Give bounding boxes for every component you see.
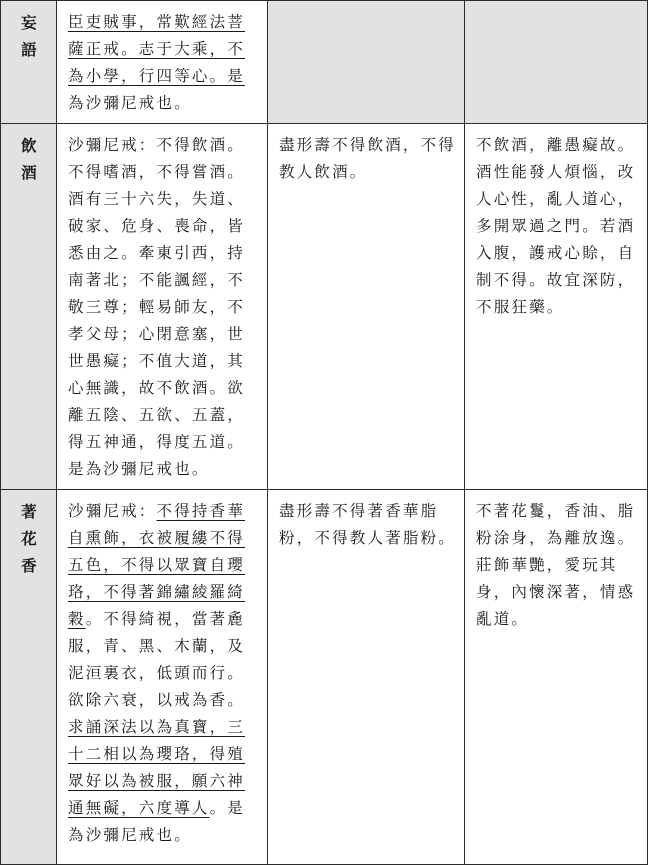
vow-cell xyxy=(268,1,465,124)
precept-text-cell xyxy=(57,124,268,490)
text-segment: 為沙彌尼戒也。 xyxy=(68,94,192,112)
heading-char: 香 xyxy=(21,556,39,575)
heading-char: 著 xyxy=(21,502,39,521)
heading-char: 花 xyxy=(21,529,39,548)
precept-text-cell xyxy=(57,490,268,865)
explanation-cell xyxy=(465,1,648,124)
heading-char: 語 xyxy=(21,40,39,59)
text-segment: 沙彌尼戒： xyxy=(68,502,157,520)
vow-cell: 盡形壽不得著香華脂粉，不得教人著脂粉。 xyxy=(268,490,465,865)
vow-cell: 盡形壽不得飲酒，不得教人飲酒。 xyxy=(268,124,465,490)
underlined-text-segment: 求誦深法以為真寶，三十二相以為瓔珞，得殖眾好以為被服，願六神通無礙，六度導人 xyxy=(68,718,246,817)
table-row xyxy=(1,124,648,490)
precepts-table-body xyxy=(1,1,648,865)
heading-char: 飲 xyxy=(21,136,39,155)
text-segment: 沙彌尼戒：不得飲酒。不得嗜酒，不得嘗酒。酒有三十六失，失道、破家、危身、喪命，皆悉由之。牽東引西，持南著北；不能諷經，不敬三尊；輕易師友，不孝父母；心閉意塞，世世愚癡；不值大道，其心無識，故不飲酒。欲離五陰、五欲、五蓋，得五神通，得度五道。是為沙彌尼戒也。 xyxy=(68,136,246,478)
table-row xyxy=(1,490,648,865)
text-segment: 。是為沙彌尼戒也。 xyxy=(68,799,246,844)
row-heading xyxy=(1,1,57,124)
heading-char: 酒 xyxy=(21,163,39,182)
underlined-text-segment: 不得持香華自熏飾，衣被履縷不得五色，不得以眾寶自瓔珞，不得著錦繡綾羅綺穀 xyxy=(68,502,246,628)
heading-char: 妄 xyxy=(21,13,39,32)
underlined-text-segment: 臣吏賊事，常歎經法菩薩正戒。志于大乘，不為小學，行四等心。是 xyxy=(68,13,246,85)
table-row xyxy=(1,1,648,124)
row-heading xyxy=(1,490,57,865)
precept-text-cell xyxy=(57,1,268,124)
row-heading xyxy=(1,124,57,490)
text-segment: 。不得綺視，當著麁服，青、黑、木蘭，及泥洹裏衣，低頭而行。欲除六衰，以戒為香。 xyxy=(68,610,246,709)
explanation-cell: 不著花鬘，香油、脂粉涂身，為離放逸。莊飾華艷，愛玩其身，內懷深著，情惑亂道。 xyxy=(465,490,648,865)
explanation-cell: 不飲酒，離愚癡故。酒性能發人煩惱，改人心性，亂人道心，多開眾過之門。若酒入腹，護戒心賒，自制不得。故宜深防，不服狂藥。 xyxy=(465,124,648,490)
